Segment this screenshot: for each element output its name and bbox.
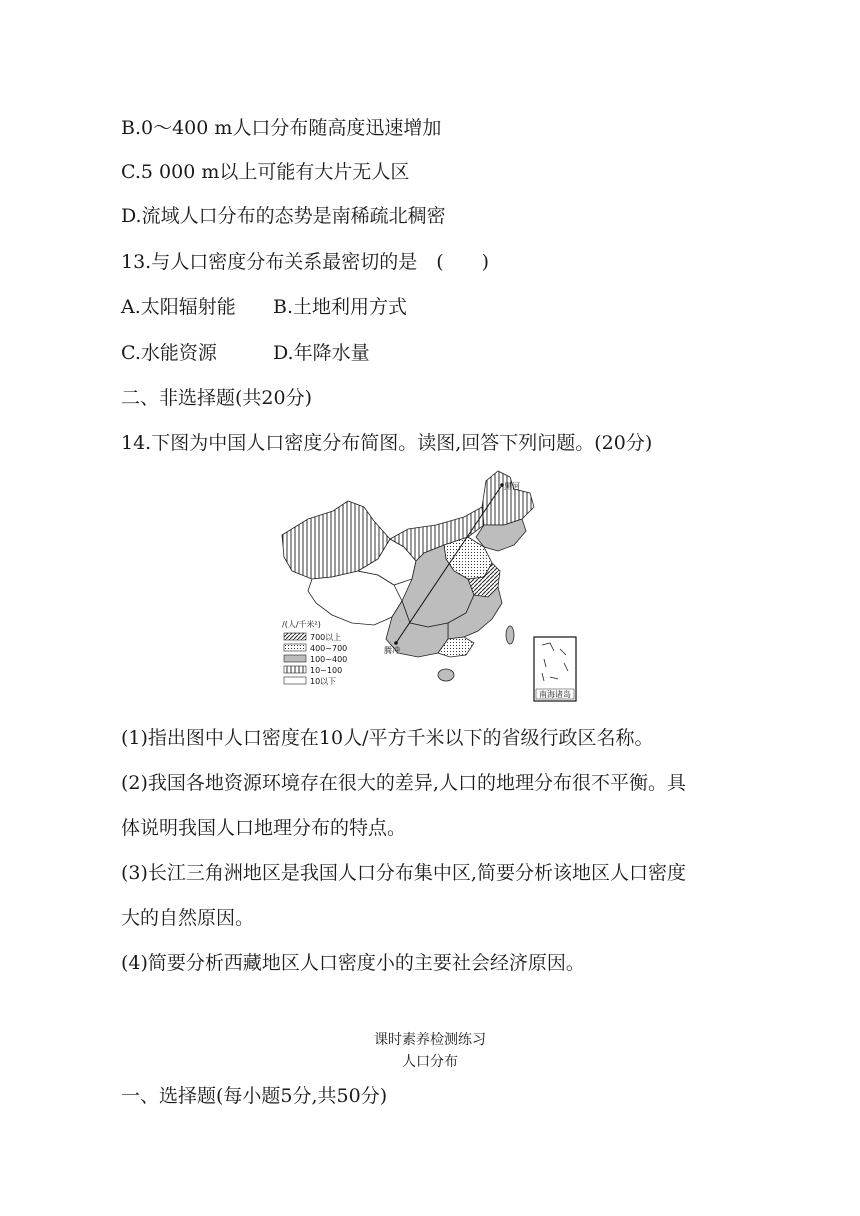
- legend-swatch-0: [284, 677, 306, 684]
- legend-label-400: 400~700: [310, 644, 348, 653]
- q14-sub4: (4)简要分析西藏地区人口密度小的主要社会经济原因。: [121, 952, 585, 974]
- q13-option-a: A.太阳辐射能: [121, 296, 236, 318]
- legend-swatch-10: [284, 666, 306, 673]
- q13-options-row1: [121, 295, 408, 319]
- legend-label-100: 100~400: [310, 655, 348, 664]
- q13-options-row2: [121, 341, 370, 365]
- region-heilongjiang: [482, 471, 534, 525]
- population-density-map: [278, 467, 580, 709]
- legend-swatch-400: [284, 644, 306, 651]
- legend-label-0: 10以下: [310, 677, 337, 686]
- legend-swatch-700: [284, 633, 306, 640]
- legend-swatch-100: [284, 655, 306, 662]
- q13-option-b: B.土地利用方式: [273, 296, 408, 318]
- section1-title: 一、选择题(每小题5分,共50分): [121, 1085, 388, 1107]
- inset-label: 南海诸岛: [539, 690, 571, 699]
- footer-title: 人口分布: [402, 1054, 458, 1070]
- q12-option-d: D.流域人口分布的态势是南稀疏北稠密: [121, 205, 446, 227]
- section2-title: 二、非选择题(共20分): [121, 387, 313, 409]
- legend-label-700: 700以上: [310, 633, 342, 642]
- q13-option-d: D.年降水量: [273, 342, 370, 364]
- region-hainan: [438, 669, 454, 681]
- q14-sub1: (1)指出图中人口密度在10人/平方千米以下的省级行政区名称。: [121, 727, 654, 749]
- q14-sub3-line1: (3)长江三角洲地区是我国人口分布集中区,简要分析该地区人口密度: [121, 862, 686, 884]
- region-taiwan: [506, 626, 514, 644]
- footer-subtitle: 课时素养检测练习: [374, 1032, 486, 1048]
- tengchong-point: [394, 641, 398, 645]
- q12-option-c: C.5 000 m以上可能有大片无人区: [121, 161, 410, 183]
- legend-label-10: 10~100: [310, 666, 343, 675]
- city-tengchong: 腾冲: [384, 646, 400, 655]
- q14-sub3-line2: 大的自然原因。: [121, 907, 255, 929]
- q13-stem: 13.与人口密度分布关系最密切的是 ( ): [121, 251, 490, 273]
- q13-option-c: C.水能资源: [121, 342, 217, 364]
- legend-unit: /(人/千米²): [282, 620, 321, 629]
- q14-sub2-line1: (2)我国各地资源环境存在很大的差异,人口的地理分布很不平衡。具: [121, 772, 686, 794]
- q14-stem: 14.下图为中国人口密度分布简图。读图,回答下列问题。(20分): [121, 432, 653, 454]
- q14-sub2-line2: 体说明我国人口地理分布的特点。: [121, 817, 407, 839]
- q12-option-b: B.0～400 m人口分布随高度迅速增加: [121, 117, 442, 139]
- city-heihe: 黑河: [504, 482, 520, 491]
